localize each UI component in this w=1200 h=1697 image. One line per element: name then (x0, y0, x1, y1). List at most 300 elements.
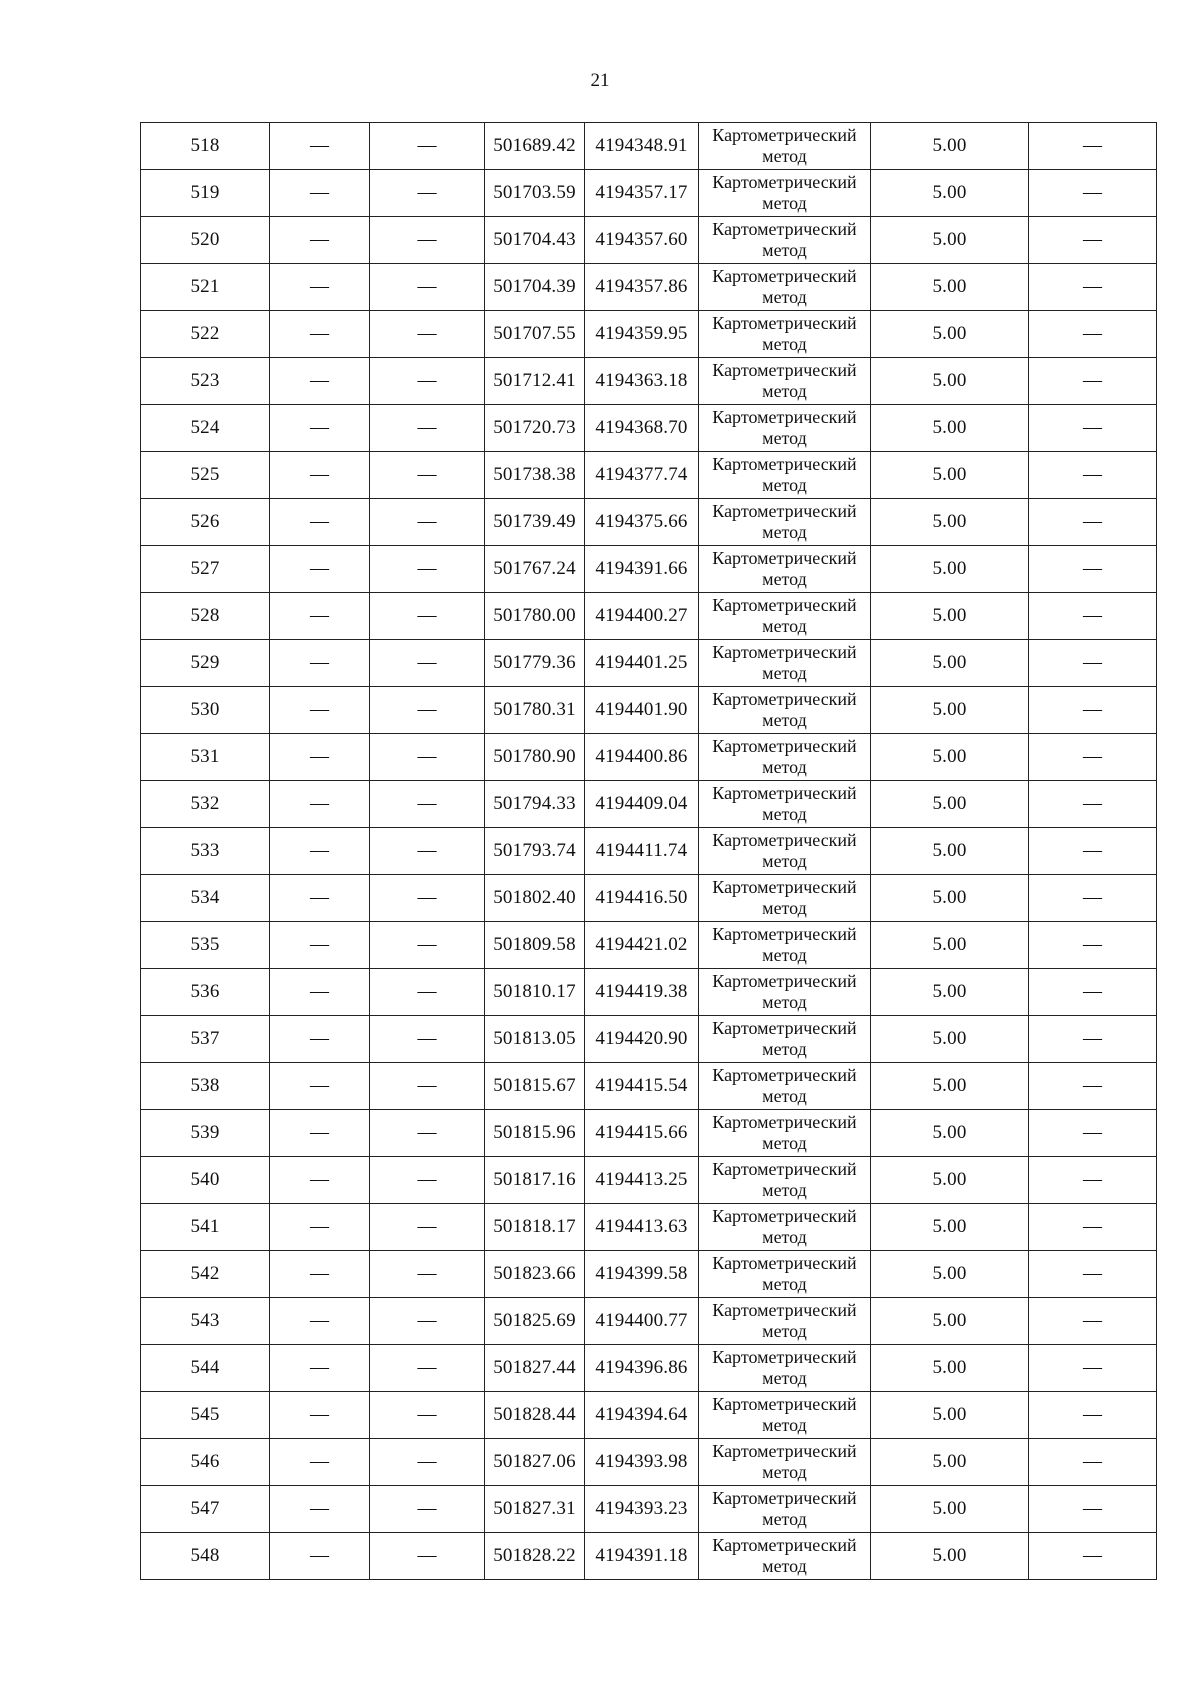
table-row (141, 969, 1157, 1016)
accuracy-cell: 5.00 (871, 1533, 1029, 1580)
method-line-2: метод (762, 945, 807, 965)
accuracy-cell: 5.00 (871, 1486, 1029, 1533)
point-number-cell: 539 (141, 1110, 270, 1157)
coordinate-x-cell: 501827.31 (485, 1486, 585, 1533)
point-number-cell: 538 (141, 1063, 270, 1110)
method-line-1: Картометрический (712, 360, 857, 380)
table-row (141, 1345, 1157, 1392)
empty-coordinate-x-cell: — (270, 311, 370, 358)
method-line-2: метод (762, 757, 807, 777)
method-cell (699, 1439, 871, 1486)
method-cell (699, 311, 871, 358)
empty-coordinate-y-cell: — (370, 1392, 485, 1439)
point-number-cell: 532 (141, 781, 270, 828)
empty-coordinate-x-cell: — (270, 123, 370, 170)
description-cell: — (1029, 546, 1157, 593)
coordinate-y-cell: 4194399.58 (585, 1251, 699, 1298)
point-number-cell: 545 (141, 1392, 270, 1439)
method-line-1: Картометрический (712, 642, 857, 662)
description-cell: — (1029, 499, 1157, 546)
description-cell: — (1029, 1486, 1157, 1533)
method-line-2: метод (762, 1321, 807, 1341)
coordinate-y-cell: 4194396.86 (585, 1345, 699, 1392)
method-line-1: Картометрический (712, 830, 857, 850)
method-line-2: метод (762, 804, 807, 824)
coordinate-x-cell: 501704.39 (485, 264, 585, 311)
table-row (141, 734, 1157, 781)
empty-coordinate-y-cell: — (370, 922, 485, 969)
description-cell: — (1029, 1533, 1157, 1580)
accuracy-cell: 5.00 (871, 405, 1029, 452)
table-row (141, 217, 1157, 264)
method-cell (699, 781, 871, 828)
method-cell (699, 593, 871, 640)
point-number-cell: 547 (141, 1486, 270, 1533)
method-cell (699, 1298, 871, 1345)
point-number-cell: 537 (141, 1016, 270, 1063)
table-row (141, 405, 1157, 452)
method-line-1: Картометрический (712, 1018, 857, 1038)
method-cell (699, 1392, 871, 1439)
table-row (141, 499, 1157, 546)
coordinate-y-cell: 4194363.18 (585, 358, 699, 405)
empty-coordinate-y-cell: — (370, 875, 485, 922)
table-row (141, 311, 1157, 358)
description-cell: — (1029, 217, 1157, 264)
empty-coordinate-y-cell: — (370, 499, 485, 546)
table-row (141, 1439, 1157, 1486)
method-line-2: метод (762, 146, 807, 166)
table-row (141, 1486, 1157, 1533)
table-row (141, 1251, 1157, 1298)
point-number-cell: 525 (141, 452, 270, 499)
method-line-1: Картометрический (712, 548, 857, 568)
method-line-1: Картометрический (712, 736, 857, 756)
point-number-cell: 529 (141, 640, 270, 687)
accuracy-cell: 5.00 (871, 170, 1029, 217)
coordinate-y-cell: 4194368.70 (585, 405, 699, 452)
method-cell (699, 734, 871, 781)
method-cell (699, 123, 871, 170)
table-row (141, 781, 1157, 828)
method-cell (699, 1345, 871, 1392)
description-cell: — (1029, 452, 1157, 499)
point-number-cell: 531 (141, 734, 270, 781)
method-line-2: метод (762, 1133, 807, 1153)
table-row (141, 640, 1157, 687)
accuracy-cell: 5.00 (871, 875, 1029, 922)
empty-coordinate-x-cell: — (270, 1063, 370, 1110)
coordinate-x-cell: 501823.66 (485, 1251, 585, 1298)
accuracy-cell: 5.00 (871, 1157, 1029, 1204)
coordinate-y-cell: 4194391.66 (585, 546, 699, 593)
accuracy-cell: 5.00 (871, 1016, 1029, 1063)
coordinate-y-cell: 4194411.74 (585, 828, 699, 875)
method-line-1: Картометрический (712, 877, 857, 897)
method-cell (699, 1016, 871, 1063)
description-cell: — (1029, 358, 1157, 405)
empty-coordinate-y-cell: — (370, 781, 485, 828)
table-row (141, 687, 1157, 734)
method-line-1: Картометрический (712, 1065, 857, 1085)
method-line-2: метод (762, 428, 807, 448)
empty-coordinate-y-cell: — (370, 358, 485, 405)
coordinate-x-cell: 501780.31 (485, 687, 585, 734)
empty-coordinate-y-cell: — (370, 1439, 485, 1486)
empty-coordinate-x-cell: — (270, 1533, 370, 1580)
method-line-1: Картометрический (712, 313, 857, 333)
coordinate-x-cell: 501707.55 (485, 311, 585, 358)
accuracy-cell: 5.00 (871, 499, 1029, 546)
point-number-cell: 533 (141, 828, 270, 875)
table-row (141, 170, 1157, 217)
empty-coordinate-y-cell: — (370, 217, 485, 264)
method-cell (699, 1063, 871, 1110)
method-cell (699, 1110, 871, 1157)
method-line-2: метод (762, 992, 807, 1012)
description-cell: — (1029, 1204, 1157, 1251)
method-line-1: Картометрический (712, 172, 857, 192)
method-cell (699, 405, 871, 452)
method-line-2: метод (762, 1415, 807, 1435)
description-cell: — (1029, 781, 1157, 828)
method-cell (699, 640, 871, 687)
description-cell: — (1029, 828, 1157, 875)
method-line-1: Картометрический (712, 219, 857, 239)
empty-coordinate-x-cell: — (270, 1251, 370, 1298)
point-number-cell: 527 (141, 546, 270, 593)
empty-coordinate-x-cell: — (270, 640, 370, 687)
method-cell (699, 922, 871, 969)
point-number-cell: 540 (141, 1157, 270, 1204)
description-cell: — (1029, 1298, 1157, 1345)
method-line-2: метод (762, 1462, 807, 1482)
empty-coordinate-y-cell: — (370, 1251, 485, 1298)
accuracy-cell: 5.00 (871, 687, 1029, 734)
point-number-cell: 541 (141, 1204, 270, 1251)
empty-coordinate-x-cell: — (270, 781, 370, 828)
table-row (141, 358, 1157, 405)
point-number-cell: 542 (141, 1251, 270, 1298)
empty-coordinate-x-cell: — (270, 1016, 370, 1063)
accuracy-cell: 5.00 (871, 1063, 1029, 1110)
coordinate-x-cell: 501703.59 (485, 170, 585, 217)
empty-coordinate-x-cell: — (270, 499, 370, 546)
method-line-2: метод (762, 569, 807, 589)
method-line-1: Картометрический (712, 924, 857, 944)
empty-coordinate-y-cell: — (370, 687, 485, 734)
empty-coordinate-x-cell: — (270, 546, 370, 593)
coordinate-y-cell: 4194401.25 (585, 640, 699, 687)
point-number-cell: 528 (141, 593, 270, 640)
empty-coordinate-y-cell: — (370, 1204, 485, 1251)
empty-coordinate-y-cell: — (370, 1110, 485, 1157)
coordinate-y-cell: 4194413.63 (585, 1204, 699, 1251)
description-cell: — (1029, 1439, 1157, 1486)
coordinate-x-cell: 501828.22 (485, 1533, 585, 1580)
empty-coordinate-x-cell: — (270, 1298, 370, 1345)
table-row (141, 1063, 1157, 1110)
coordinate-x-cell: 501739.49 (485, 499, 585, 546)
coordinate-x-cell: 501689.42 (485, 123, 585, 170)
description-cell: — (1029, 1157, 1157, 1204)
empty-coordinate-x-cell: — (270, 358, 370, 405)
empty-coordinate-x-cell: — (270, 1345, 370, 1392)
method-cell (699, 170, 871, 217)
table-row (141, 922, 1157, 969)
method-line-2: метод (762, 616, 807, 636)
coordinate-y-cell: 4194421.02 (585, 922, 699, 969)
description-cell: — (1029, 123, 1157, 170)
method-line-1: Картометрический (712, 595, 857, 615)
method-line-2: метод (762, 1556, 807, 1576)
empty-coordinate-y-cell: — (370, 1345, 485, 1392)
empty-coordinate-y-cell: — (370, 593, 485, 640)
method-cell (699, 264, 871, 311)
method-line-2: метод (762, 381, 807, 401)
point-number-cell: 534 (141, 875, 270, 922)
method-line-1: Картометрический (712, 971, 857, 991)
point-number-cell: 520 (141, 217, 270, 264)
method-line-1: Картометрический (712, 1112, 857, 1132)
method-cell (699, 217, 871, 264)
empty-coordinate-x-cell: — (270, 969, 370, 1016)
description-cell: — (1029, 264, 1157, 311)
coordinate-y-cell: 4194357.86 (585, 264, 699, 311)
description-cell: — (1029, 969, 1157, 1016)
coordinate-x-cell: 501809.58 (485, 922, 585, 969)
coordinate-y-cell: 4194394.64 (585, 1392, 699, 1439)
method-line-1: Картометрический (712, 1347, 857, 1367)
method-line-1: Картометрический (712, 1394, 857, 1414)
description-cell: — (1029, 1392, 1157, 1439)
coordinate-x-cell: 501780.00 (485, 593, 585, 640)
table-row (141, 1016, 1157, 1063)
empty-coordinate-y-cell: — (370, 969, 485, 1016)
method-line-1: Картометрический (712, 1488, 857, 1508)
empty-coordinate-y-cell: — (370, 640, 485, 687)
method-cell (699, 499, 871, 546)
method-line-2: метод (762, 1039, 807, 1059)
method-line-1: Картометрический (712, 125, 857, 145)
method-line-2: метод (762, 522, 807, 542)
method-cell (699, 546, 871, 593)
method-line-2: метод (762, 1509, 807, 1529)
point-number-cell: 521 (141, 264, 270, 311)
description-cell: — (1029, 1345, 1157, 1392)
description-cell: — (1029, 1110, 1157, 1157)
method-cell (699, 1486, 871, 1533)
accuracy-cell: 5.00 (871, 123, 1029, 170)
accuracy-cell: 5.00 (871, 1439, 1029, 1486)
coordinate-x-cell: 501712.41 (485, 358, 585, 405)
method-line-1: Картометрический (712, 1253, 857, 1273)
point-number-cell: 546 (141, 1439, 270, 1486)
empty-coordinate-x-cell: — (270, 170, 370, 217)
accuracy-cell: 5.00 (871, 969, 1029, 1016)
empty-coordinate-y-cell: — (370, 452, 485, 499)
description-cell: — (1029, 1063, 1157, 1110)
coordinate-y-cell: 4194415.54 (585, 1063, 699, 1110)
empty-coordinate-x-cell: — (270, 1392, 370, 1439)
method-line-2: метод (762, 287, 807, 307)
accuracy-cell: 5.00 (871, 546, 1029, 593)
method-line-2: метод (762, 1368, 807, 1388)
point-number-cell: 518 (141, 123, 270, 170)
method-line-2: метод (762, 1180, 807, 1200)
point-number-cell: 543 (141, 1298, 270, 1345)
accuracy-cell: 5.00 (871, 781, 1029, 828)
coordinate-y-cell: 4194357.17 (585, 170, 699, 217)
description-cell: — (1029, 311, 1157, 358)
point-number-cell: 536 (141, 969, 270, 1016)
coordinate-y-cell: 4194400.27 (585, 593, 699, 640)
table-row (141, 1204, 1157, 1251)
accuracy-cell: 5.00 (871, 593, 1029, 640)
coordinate-y-cell: 4194400.77 (585, 1298, 699, 1345)
coordinate-y-cell: 4194401.90 (585, 687, 699, 734)
empty-coordinate-y-cell: — (370, 1016, 485, 1063)
coordinate-y-cell: 4194413.25 (585, 1157, 699, 1204)
empty-coordinate-y-cell: — (370, 1298, 485, 1345)
method-line-1: Картометрический (712, 1535, 857, 1555)
empty-coordinate-y-cell: — (370, 546, 485, 593)
accuracy-cell: 5.00 (871, 922, 1029, 969)
method-line-2: метод (762, 710, 807, 730)
description-cell: — (1029, 922, 1157, 969)
accuracy-cell: 5.00 (871, 828, 1029, 875)
empty-coordinate-x-cell: — (270, 875, 370, 922)
method-line-1: Картометрический (712, 1206, 857, 1226)
table-row (141, 1533, 1157, 1580)
method-line-1: Картометрический (712, 1159, 857, 1179)
table-row (141, 593, 1157, 640)
description-cell: — (1029, 1016, 1157, 1063)
method-line-1: Картометрический (712, 1300, 857, 1320)
point-number-cell: 524 (141, 405, 270, 452)
empty-coordinate-x-cell: — (270, 405, 370, 452)
coordinate-y-cell: 4194416.50 (585, 875, 699, 922)
table-row (141, 123, 1157, 170)
method-cell (699, 452, 871, 499)
method-line-2: метод (762, 334, 807, 354)
method-line-2: метод (762, 1274, 807, 1294)
description-cell: — (1029, 170, 1157, 217)
accuracy-cell: 5.00 (871, 734, 1029, 781)
empty-coordinate-y-cell: — (370, 1157, 485, 1204)
empty-coordinate-y-cell: — (370, 1063, 485, 1110)
empty-coordinate-x-cell: — (270, 452, 370, 499)
coordinate-x-cell: 501827.44 (485, 1345, 585, 1392)
table-row (141, 264, 1157, 311)
method-line-1: Картометрический (712, 783, 857, 803)
table-row (141, 452, 1157, 499)
table-row (141, 828, 1157, 875)
coordinates-table (140, 122, 1157, 1580)
table-row (141, 1157, 1157, 1204)
table-row (141, 1298, 1157, 1345)
description-cell: — (1029, 875, 1157, 922)
table-row (141, 1110, 1157, 1157)
table-row (141, 546, 1157, 593)
method-line-2: метод (762, 851, 807, 871)
coordinate-y-cell: 4194359.95 (585, 311, 699, 358)
method-cell (699, 1204, 871, 1251)
coordinate-y-cell: 4194393.23 (585, 1486, 699, 1533)
accuracy-cell: 5.00 (871, 311, 1029, 358)
coordinate-x-cell: 501802.40 (485, 875, 585, 922)
coordinate-x-cell: 501827.06 (485, 1439, 585, 1486)
method-cell (699, 1157, 871, 1204)
empty-coordinate-x-cell: — (270, 687, 370, 734)
empty-coordinate-x-cell: — (270, 922, 370, 969)
coordinate-x-cell: 501767.24 (485, 546, 585, 593)
point-number-cell: 526 (141, 499, 270, 546)
empty-coordinate-y-cell: — (370, 734, 485, 781)
table-row (141, 875, 1157, 922)
accuracy-cell: 5.00 (871, 1345, 1029, 1392)
coordinate-y-cell: 4194375.66 (585, 499, 699, 546)
empty-coordinate-x-cell: — (270, 1439, 370, 1486)
method-cell (699, 969, 871, 1016)
accuracy-cell: 5.00 (871, 1204, 1029, 1251)
coordinate-x-cell: 501813.05 (485, 1016, 585, 1063)
coordinate-y-cell: 4194415.66 (585, 1110, 699, 1157)
coordinate-x-cell: 501780.90 (485, 734, 585, 781)
page-number: 21 (590, 70, 610, 91)
method-line-2: метод (762, 193, 807, 213)
coordinate-y-cell: 4194348.91 (585, 123, 699, 170)
coordinate-x-cell: 501810.17 (485, 969, 585, 1016)
accuracy-cell: 5.00 (871, 452, 1029, 499)
empty-coordinate-x-cell: — (270, 828, 370, 875)
accuracy-cell: 5.00 (871, 640, 1029, 687)
empty-coordinate-y-cell: — (370, 828, 485, 875)
empty-coordinate-y-cell: — (370, 405, 485, 452)
method-line-2: метод (762, 663, 807, 683)
coordinate-x-cell: 501828.44 (485, 1392, 585, 1439)
method-cell (699, 875, 871, 922)
coordinate-x-cell: 501817.16 (485, 1157, 585, 1204)
description-cell: — (1029, 1251, 1157, 1298)
point-number-cell: 548 (141, 1533, 270, 1580)
empty-coordinate-x-cell: — (270, 734, 370, 781)
coordinate-x-cell: 501704.43 (485, 217, 585, 264)
accuracy-cell: 5.00 (871, 1110, 1029, 1157)
coordinate-y-cell: 4194391.18 (585, 1533, 699, 1580)
empty-coordinate-x-cell: — (270, 1486, 370, 1533)
accuracy-cell: 5.00 (871, 217, 1029, 264)
method-line-1: Картометрический (712, 407, 857, 427)
method-line-2: метод (762, 1227, 807, 1247)
empty-coordinate-y-cell: — (370, 311, 485, 358)
coordinate-x-cell: 501793.74 (485, 828, 585, 875)
empty-coordinate-y-cell: — (370, 170, 485, 217)
method-line-2: метод (762, 1086, 807, 1106)
point-number-cell: 523 (141, 358, 270, 405)
method-line-2: метод (762, 898, 807, 918)
empty-coordinate-y-cell: — (370, 1533, 485, 1580)
coordinate-y-cell: 4194377.74 (585, 452, 699, 499)
coordinate-y-cell: 4194357.60 (585, 217, 699, 264)
empty-coordinate-y-cell: — (370, 264, 485, 311)
method-cell (699, 358, 871, 405)
coordinate-x-cell: 501825.69 (485, 1298, 585, 1345)
method-cell (699, 828, 871, 875)
description-cell: — (1029, 640, 1157, 687)
accuracy-cell: 5.00 (871, 1251, 1029, 1298)
point-number-cell: 519 (141, 170, 270, 217)
